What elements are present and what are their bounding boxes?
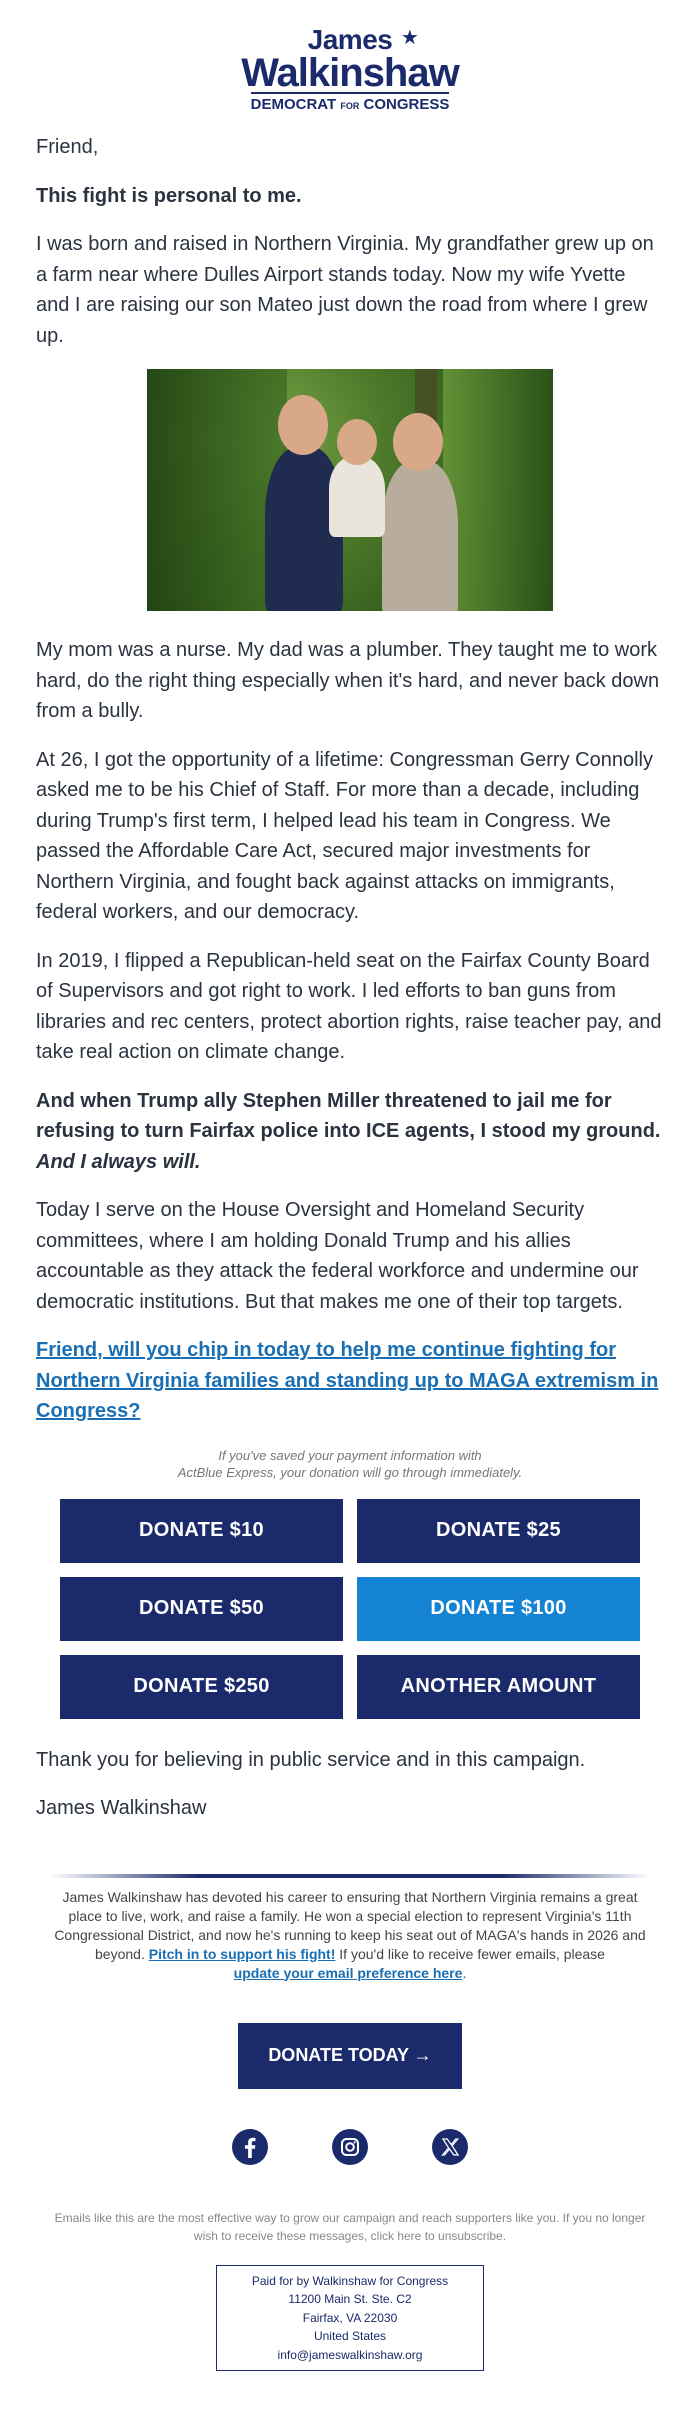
logo-first-name: James	[307, 24, 393, 55]
paragraph-board-of-supervisors: In 2019, I flipped a Republican-held seat on the Fairfax County Board of Supervisors and got right to work. I led efforts to ban guns from libraries and rec centers, protect abortion rights, raise teacher pay, and take real action on climate change.	[36, 949, 662, 1063]
donate-50-button[interactable]: DONATE $50	[60, 1577, 343, 1641]
donation-buttons	[60, 1499, 640, 1719]
unsubscribe-note: Emails like this are the most effective way to grow our campaign and reach supporters like you. If you no longer wish to receive these messages, click here to unsubscribe.	[54, 2210, 646, 2243]
paragraph-origin: I was born and raised in Northern Virginia. My grandfather grew up on a farm near where Dulles Airport stands today. Now my wife Yvette and I are raising our son Mateo just down the road from where I grew up.	[36, 233, 654, 347]
logo-last-name: Walkinshaw	[241, 51, 459, 95]
footer-divider	[50, 1874, 650, 1878]
facebook-icon[interactable]	[232, 2129, 268, 2165]
lead-line: This fight is personal to me.	[36, 184, 302, 207]
paragraph-parents: My mom was a nurse. My dad was a plumber. They taught me to work hard, do the right thing especially when it's hard, and never back down from a bully.	[36, 639, 660, 722]
donate-today-button[interactable]: DONATE TODAY →	[238, 2023, 462, 2089]
thanks-line: Thank you for believing in public service and in this campaign.	[36, 1748, 586, 1771]
email-preference-link[interactable]: update your email preference here	[233, 1964, 463, 1981]
paid-for-box: Paid for by Walkinshaw for Congress 11200 Main St. Ste. C2 Fairfax, VA 22030 United States info@jameswalkinshaw.org	[216, 2265, 484, 2372]
footer-bio: James Walkinshaw has devoted his career to ensuring that Northern Virginia remains a great place to live, work, and raise a family. He won a special election to represent Virginia's 11th Congressional District, and now he's running to keep his seat out of MAGA's hands in 2026 and beyond. Pitch in to support his fight! If you'd like to receive fewer emails, please update your email preference here.	[54, 1888, 646, 1981]
logo-tagline: DEMOCRAT FOR CONGRESS	[251, 92, 450, 114]
social-links	[0, 2129, 700, 2165]
donate-10-button[interactable]: DONATE $10	[60, 1499, 343, 1563]
donate-other-amount-button[interactable]: ANOTHER AMOUNT	[357, 1655, 640, 1719]
campaign-logo	[0, 0, 700, 113]
donate-250-button[interactable]: DONATE $250	[60, 1655, 343, 1719]
family-photo	[147, 369, 553, 611]
paragraph-chief-of-staff: At 26, I got the opportunity of a lifetime: Congressman Gerry Connolly asked me to be his Chief of Staff. For more than a decade, including during Trump's first term, I helped lead his team in Congress. We passed the Affordable Care Act, secured major investments for Northern Virginia, and fought back against attacks on immigrants, federal workers, and our democracy.	[36, 748, 653, 923]
salutation: Friend,	[36, 136, 99, 158]
paragraph-stood-ground: And when Trump ally Stephen Miller threatened to jail me for refusing to turn Fairfax police into ICE agents, I stood my ground. And I always will.	[36, 1089, 661, 1173]
signature: James Walkinshaw	[36, 1797, 207, 1819]
paragraph-oversight: Today I serve on the House Oversight and Homeland Security committees, where I am holding Donald Trump and his allies accountable as they attack the federal workforce and undermine our democratic institutions. But that makes me one of their top targets.	[36, 1199, 639, 1313]
instagram-icon[interactable]	[332, 2129, 368, 2165]
pitch-in-link[interactable]: Pitch in to support his fight!	[148, 1945, 336, 1962]
star-icon: ★	[400, 27, 419, 49]
letter-body	[0, 132, 700, 1824]
donate-100-button[interactable]: DONATE $100	[357, 1577, 640, 1641]
x-icon[interactable]	[432, 2129, 468, 2165]
chip-in-link[interactable]: Friend, will you chip in today to help me continue fighting for Northern Virginia families and standing up to MAGA extremism in Congress?	[36, 1339, 659, 1422]
contact-email[interactable]: info@jameswalkinshaw.org	[277, 2347, 423, 2362]
donate-25-button[interactable]: DONATE $25	[357, 1499, 640, 1563]
actblue-note: If you've saved your payment information with ActBlue Express, your donation will go through immediately.	[177, 1447, 523, 1480]
